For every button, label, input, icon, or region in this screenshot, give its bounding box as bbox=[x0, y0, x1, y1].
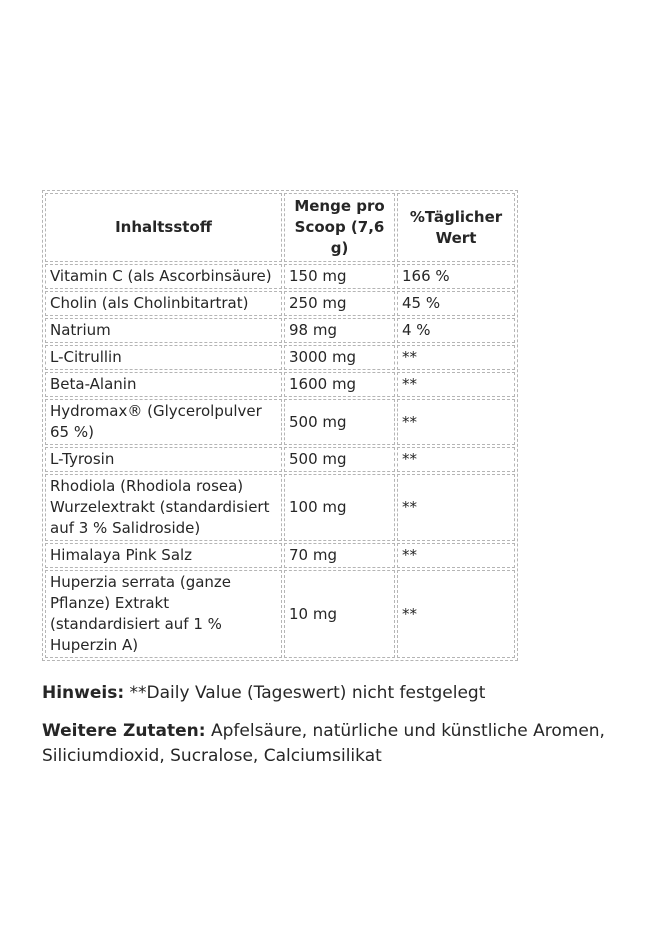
header-daily-value: %Täglicher Wert bbox=[397, 193, 515, 262]
cell-amount: 250 mg bbox=[284, 291, 395, 316]
cell-daily-value: ** bbox=[397, 372, 515, 397]
cell-amount: 500 mg bbox=[284, 447, 395, 472]
cell-daily-value: ** bbox=[397, 447, 515, 472]
cell-amount: 10 mg bbox=[284, 570, 395, 658]
table-row bbox=[45, 399, 515, 445]
table-row bbox=[45, 447, 515, 472]
table-row bbox=[45, 345, 515, 370]
other-ingredients-paragraph bbox=[42, 719, 642, 769]
cell-amount: 150 mg bbox=[284, 264, 395, 289]
table-row bbox=[45, 543, 515, 568]
cell-daily-value: ** bbox=[397, 543, 515, 568]
note-paragraph bbox=[42, 681, 642, 706]
cell-ingredient: Rhodiola (Rhodiola rosea) Wurzelextrakt (standardisiert auf 3 % Salidroside) bbox=[45, 474, 282, 541]
table-row bbox=[45, 291, 515, 316]
other-ingredients-label: Weitere Zutaten: bbox=[42, 721, 206, 741]
header-amount-per-scoop: Menge pro Scoop (7,6 g) bbox=[284, 193, 395, 262]
cell-ingredient: Hydromax® (Glycerolpulver 65 %) bbox=[45, 399, 282, 445]
cell-amount: 100 mg bbox=[284, 474, 395, 541]
cell-amount: 500 mg bbox=[284, 399, 395, 445]
cell-ingredient: Beta-Alanin bbox=[45, 372, 282, 397]
cell-ingredient: Vitamin C (als Ascorbinsäure) bbox=[45, 264, 282, 289]
cell-ingredient: Cholin (als Cholinbitartrat) bbox=[45, 291, 282, 316]
note-label: Hinweis: bbox=[42, 683, 125, 703]
cell-ingredient: L-Tyrosin bbox=[45, 447, 282, 472]
cell-daily-value: 45 % bbox=[397, 291, 515, 316]
supplement-facts-panel bbox=[42, 190, 642, 769]
cell-amount: 70 mg bbox=[284, 543, 395, 568]
cell-daily-value: ** bbox=[397, 399, 515, 445]
cell-daily-value: ** bbox=[397, 474, 515, 541]
cell-daily-value: 4 % bbox=[397, 318, 515, 343]
other-ingredients-text: Apfelsäure, natürliche und künstliche Aromen, Siliciumdioxid, Sucralose, Calciumsilikat bbox=[42, 721, 605, 766]
cell-daily-value: 166 % bbox=[397, 264, 515, 289]
cell-ingredient: Huperzia serrata (ganze Pflanze) Extrakt (standardisiert auf 1 % Huperzin A) bbox=[45, 570, 282, 658]
table-row bbox=[45, 264, 515, 289]
table-body bbox=[45, 264, 515, 658]
table-row bbox=[45, 318, 515, 343]
header-row bbox=[45, 193, 515, 262]
cell-ingredient: Himalaya Pink Salz bbox=[45, 543, 282, 568]
cell-amount: 1600 mg bbox=[284, 372, 395, 397]
table-row bbox=[45, 372, 515, 397]
nutrition-table bbox=[42, 190, 518, 661]
cell-amount: 3000 mg bbox=[284, 345, 395, 370]
nutrition-table-header bbox=[45, 193, 515, 262]
table-row bbox=[45, 474, 515, 541]
table-row bbox=[45, 570, 515, 658]
header-ingredient: Inhaltsstoff bbox=[45, 193, 282, 262]
cell-ingredient: Natrium bbox=[45, 318, 282, 343]
cell-daily-value: ** bbox=[397, 570, 515, 658]
cell-daily-value: ** bbox=[397, 345, 515, 370]
note-text: **Daily Value (Tageswert) nicht festgelegt bbox=[124, 683, 486, 703]
cell-ingredient: L-Citrullin bbox=[45, 345, 282, 370]
cell-amount: 98 mg bbox=[284, 318, 395, 343]
